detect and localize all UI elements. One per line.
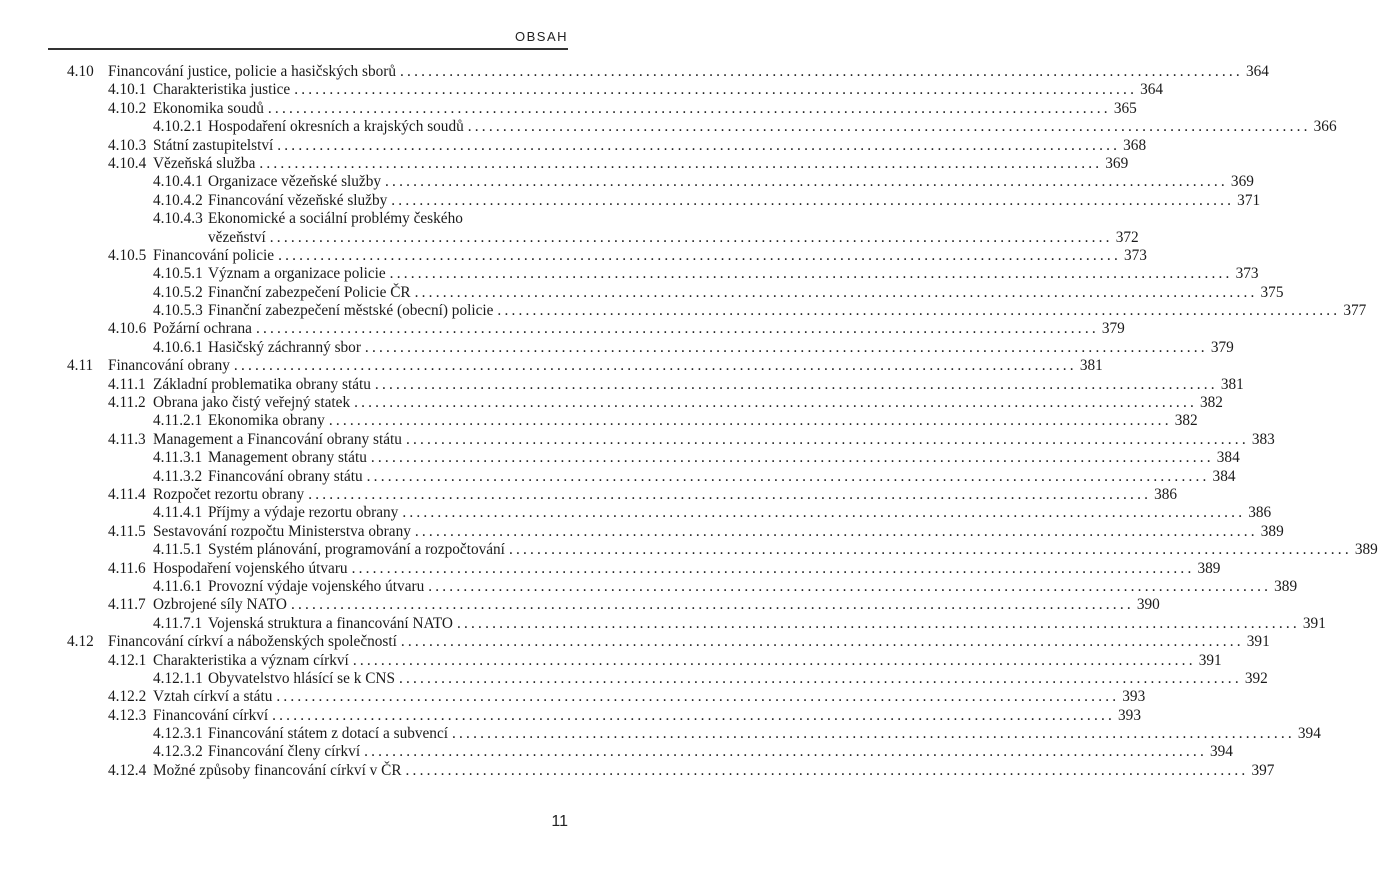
dot-leader: ........................................................................................................................ — [402, 504, 1246, 522]
dot-leader: ........................................................................................................................ — [391, 191, 1235, 209]
section-number: 4.12 — [67, 633, 94, 651]
dot-leader: ........................................................................................................................ — [233, 357, 1077, 375]
section-title: Financování členy církví — [208, 743, 361, 761]
section-title: Ozbrojené síly NATO — [153, 596, 287, 614]
section-title: Požární ochrana — [153, 320, 252, 338]
section-number: 4.11.7.1 — [153, 614, 203, 632]
entry-line — [153, 154, 1129, 173]
toc-entry[interactable] — [0, 320, 1125, 338]
toc-entry[interactable] — [0, 302, 1367, 320]
section-number: 4.10.6.1 — [153, 338, 203, 356]
entry-line — [208, 191, 1261, 210]
section-number: 4.10.1 — [108, 81, 147, 99]
section-title: Obyvatelstvo hlásící se k CNS — [208, 669, 395, 687]
page-ref: 389 — [1354, 541, 1378, 559]
page-ref: 383 — [1251, 430, 1275, 448]
dot-leader: ........................................................................................................................ — [366, 467, 1210, 485]
toc-entry[interactable] — [0, 394, 1223, 412]
dot-leader: ........................................................................................................................ — [277, 136, 1121, 154]
toc-entry[interactable] — [0, 283, 1284, 302]
entry-line — [208, 577, 1298, 596]
section-title: Financování obrany — [108, 357, 230, 375]
section-title: Hospodaření vojenského útvaru — [153, 559, 348, 577]
toc-entry[interactable] — [0, 596, 1160, 614]
toc-entry[interactable] — [0, 522, 1284, 541]
toc-entry[interactable] — [0, 210, 600, 228]
entry-line — [108, 633, 1270, 651]
section-title: Rozpočet rezortu obrany — [153, 485, 305, 503]
entry-line — [153, 559, 1221, 578]
toc-entry[interactable] — [0, 725, 1321, 743]
section-title: Financování církví — [153, 706, 269, 724]
section-number: 4.10.4 — [108, 154, 147, 172]
toc-entry[interactable] — [0, 633, 1270, 651]
toc-entry[interactable] — [0, 412, 1198, 430]
section-number: 4.11 — [67, 357, 94, 375]
toc-entry[interactable] — [0, 577, 1298, 596]
page-ref: 364 — [1245, 63, 1269, 80]
toc-entry[interactable] — [0, 99, 1137, 118]
entry-line — [208, 265, 1259, 283]
entry-line — [208, 614, 1326, 633]
entry-line — [208, 449, 1240, 467]
page-ref: 390 — [1136, 596, 1160, 614]
page-ref: 384 — [1216, 449, 1240, 467]
dot-leader: ........................................................................................................................ — [354, 394, 1197, 412]
section-number: 4.12.2 — [108, 688, 147, 706]
section-number: 4.10.4.3 — [153, 210, 203, 228]
toc-entry[interactable] — [0, 761, 1275, 780]
section-number: 4.11.2.1 — [153, 412, 203, 430]
dot-leader: ........................................................................................................................ — [269, 228, 1113, 246]
dot-leader: ........................................................................................................................ — [428, 577, 1272, 595]
dot-leader: ........................................................................................................................ — [276, 688, 1120, 706]
dot-leader: ........................................................................................................................ — [272, 706, 1116, 724]
entry-line — [208, 669, 1268, 688]
section-title: Možné způsoby financování církví v ČR — [153, 761, 402, 779]
entry-line — [153, 320, 1125, 338]
section-title: Financování státem z dotací a subvencí — [208, 725, 448, 743]
dot-leader: ........................................................................................................................ — [374, 375, 1218, 393]
section-title: Příjmy a výdaje rezortu obrany — [208, 504, 399, 522]
dot-leader: ........................................................................................................................ — [294, 81, 1138, 99]
page-ref: 379 — [1101, 320, 1125, 338]
page-ref: 389 — [1260, 522, 1284, 540]
section-number: 4.10.4.1 — [153, 173, 203, 191]
dot-leader: ........................................................................................................................ — [364, 338, 1208, 356]
toc-entry[interactable] — [0, 357, 1103, 375]
section-title: Obrana jako čistý veřejný statek — [153, 394, 351, 412]
toc-entry[interactable] — [0, 375, 1244, 394]
section-number: 4.12.3.2 — [153, 743, 203, 761]
entry-line — [108, 63, 1269, 81]
dot-leader: ........................................................................................................................ — [405, 430, 1249, 448]
entry-line — [153, 651, 1222, 670]
section-title: Financování policie — [153, 246, 275, 264]
entry-line — [153, 136, 1147, 155]
dot-leader: ........................................................................................................................ — [452, 725, 1295, 743]
page-ref: 397 — [1251, 761, 1275, 779]
page-ref: 366 — [1313, 118, 1337, 136]
entry-line — [208, 302, 1367, 320]
page-ref: 382 — [1200, 394, 1223, 412]
section-title: Význam a organizace policie — [208, 265, 386, 283]
entry-line — [208, 725, 1321, 743]
dot-leader: ........................................................................................................................ — [414, 522, 1258, 540]
section-title: Vězeňská služba — [153, 154, 256, 172]
section-title: Finanční zabezpečení městské (obecní) policie — [208, 302, 494, 320]
dot-leader: ........................................................................................................................ — [405, 761, 1249, 779]
running-header: OBSAH — [514, 29, 568, 44]
section-title: Management obrany státu — [208, 449, 367, 467]
page-ref: 382 — [1174, 412, 1198, 430]
section-number: 4.10.2 — [108, 99, 147, 117]
toc-entry[interactable] — [0, 191, 1261, 210]
section-number: 4.11.4 — [108, 485, 146, 503]
entry-line — [208, 338, 1234, 357]
section-title: Charakteristika justice — [153, 81, 291, 99]
section-number: 4.10.3 — [108, 136, 147, 154]
toc-entry[interactable] — [0, 449, 1240, 467]
section-title: Provozní výdaje vojenského útvaru — [208, 577, 425, 595]
entry-line — [153, 99, 1137, 118]
entry-line — [208, 467, 1236, 486]
toc-entry[interactable] — [0, 154, 1129, 173]
section-number: 4.11.5.1 — [153, 541, 203, 559]
entry-line — [153, 81, 1164, 99]
toc-entry[interactable] — [0, 246, 1147, 265]
section-title: Financování církví a náboženských společností — [108, 633, 397, 651]
section-title: Systém plánování, programování a rozpočtování — [208, 541, 505, 559]
section-number: 4.10 — [67, 63, 94, 80]
entry-line — [153, 688, 1146, 706]
page-ref: 384 — [1212, 467, 1236, 485]
page-ref: 391 — [1302, 614, 1326, 632]
toc-entry[interactable] — [0, 63, 1269, 81]
toc-entry[interactable] — [0, 688, 1146, 706]
section-number: 4.11.3.1 — [153, 449, 203, 467]
dot-leader: ........................................................................................................................ — [389, 265, 1233, 283]
section-number: 4.10.5.3 — [153, 302, 203, 320]
page-ref: 386 — [1154, 485, 1178, 503]
section-number: 4.12.1 — [108, 651, 147, 669]
page-ref: 394 — [1297, 725, 1321, 743]
toc-entry[interactable] — [0, 504, 1272, 522]
entry-line — [208, 228, 1139, 247]
page-ref: 391 — [1198, 651, 1222, 669]
page-ref: 368 — [1123, 136, 1147, 154]
section-title: Vztah církví a státu — [153, 688, 273, 706]
page-ref: 375 — [1260, 283, 1284, 301]
page-ref: 377 — [1343, 302, 1367, 320]
dot-leader: ........................................................................................................................ — [400, 633, 1244, 651]
toc-entry-continuation — [0, 228, 1139, 247]
page-ref: 394 — [1209, 743, 1233, 761]
page-ref: 372 — [1115, 228, 1139, 246]
page-ref: 381 — [1079, 357, 1103, 375]
dot-leader: ........................................................................................................................ — [385, 173, 1228, 191]
entry-line — [208, 504, 1272, 522]
entry-line — [208, 210, 568, 228]
dot-leader: ........................................................................................................................ — [456, 614, 1300, 632]
dot-leader: ........................................................................................................................ — [255, 320, 1099, 338]
dot-leader: ........................................................................................................................ — [351, 559, 1195, 577]
page-ref: 364 — [1140, 81, 1164, 99]
page-ref: 369 — [1105, 154, 1129, 172]
section-title: Vojenská struktura a financování NATO — [208, 614, 453, 632]
section-number: 4.11.6.1 — [153, 577, 203, 595]
section-number: 4.10.6 — [108, 320, 147, 338]
toc-entry[interactable] — [0, 485, 1178, 504]
page-ref: 371 — [1237, 191, 1261, 209]
toc-entry[interactable] — [0, 559, 1221, 578]
section-title: Charakteristika a význam církví — [153, 651, 349, 669]
section-number: 4.10.4.2 — [153, 191, 203, 209]
dot-leader: ........................................................................................................................ — [278, 246, 1121, 264]
entry-line — [208, 412, 1198, 430]
section-title: Hasičský záchranný sbor — [208, 338, 361, 356]
entry-line — [208, 283, 1284, 302]
dot-leader: ........................................................................................................................ — [370, 449, 1214, 467]
dot-leader: ........................................................................................................................ — [414, 283, 1258, 301]
dot-leader: ........................................................................................................................ — [267, 99, 1111, 117]
section-title: Ekonomika obrany — [208, 412, 325, 430]
section-number: 4.12.1.1 — [153, 669, 203, 687]
page-ref: 373 — [1123, 246, 1147, 264]
section-number: 4.12.3 — [108, 706, 147, 724]
toc-entry[interactable] — [0, 81, 1164, 99]
section-number: 4.11.5 — [108, 522, 146, 540]
toc-entry[interactable] — [0, 651, 1222, 670]
section-number: 4.10.2.1 — [153, 118, 203, 136]
toc-entry[interactable] — [0, 541, 1378, 559]
entry-line — [208, 118, 1337, 136]
section-number: 4.10.5.1 — [153, 265, 203, 283]
page-ref: 389 — [1274, 577, 1298, 595]
dot-leader: ........................................................................................................................ — [308, 485, 1152, 503]
entry-line — [153, 522, 1284, 541]
section-number: 4.10.5.2 — [153, 283, 203, 301]
dot-leader: ........................................................................................................................ — [328, 412, 1172, 430]
page-ref: 373 — [1235, 265, 1259, 283]
entry-line — [208, 541, 1378, 559]
toc-entry[interactable] — [0, 118, 1337, 136]
section-title: Organizace vězeňské služby — [208, 173, 382, 191]
section-number: 4.12.3.1 — [153, 725, 203, 743]
page-ref: 391 — [1246, 633, 1270, 651]
section-number: 4.11.4.1 — [153, 504, 203, 522]
dot-leader: ........................................................................................................................ — [467, 118, 1311, 136]
section-number: 4.10.5 — [108, 246, 147, 264]
section-title: Finanční zabezpečení Policie ČR — [208, 283, 411, 301]
toc-entry[interactable] — [0, 338, 1234, 357]
section-title: Státní zastupitelství — [153, 136, 274, 154]
entry-line — [208, 743, 1233, 761]
toc-entry[interactable] — [0, 706, 1141, 725]
entry-line — [153, 375, 1244, 394]
header-rule — [48, 48, 568, 50]
entry-line — [208, 173, 1254, 191]
section-number: 4.12.4 — [108, 761, 147, 779]
page-ref: 379 — [1210, 338, 1234, 356]
section-title: Financování justice, policie a hasičských sborů — [108, 63, 397, 80]
entry-line — [108, 357, 1103, 375]
toc-entry[interactable] — [0, 173, 1254, 191]
dot-leader: ........................................................................................................................ — [497, 302, 1341, 320]
dot-leader: ........................................................................................................................ — [508, 541, 1352, 559]
toc-entry[interactable] — [0, 669, 1268, 688]
entry-line — [153, 485, 1178, 504]
toc-entry[interactable] — [0, 430, 1275, 449]
section-title: Ekonomika soudů — [153, 99, 264, 117]
toc-entry[interactable] — [0, 136, 1147, 155]
table-of-contents — [0, 63, 1378, 780]
section-title: Ekonomické a sociální problémy českého — [208, 210, 463, 228]
section-number: 4.11.7 — [108, 596, 146, 614]
section-title: Sestavování rozpočtu Ministerstva obrany — [153, 522, 411, 540]
section-title: Financování vězeňské služby — [208, 191, 388, 209]
entry-line — [153, 706, 1141, 725]
section-title: Financování obrany státu — [208, 467, 363, 485]
entry-line — [153, 596, 1160, 614]
dot-leader: ........................................................................................................................ — [259, 154, 1103, 172]
section-title: Management a Financování obrany státu — [153, 430, 402, 448]
section-number: 4.11.3.2 — [153, 467, 203, 485]
entry-line — [153, 394, 1223, 412]
section-number: 4.11.3 — [108, 430, 146, 448]
entry-line — [153, 430, 1275, 449]
page-ref: 381 — [1220, 375, 1244, 393]
page-ref: 393 — [1122, 688, 1146, 706]
dot-leader: ........................................................................................................................ — [352, 651, 1196, 669]
entry-line — [153, 761, 1275, 780]
toc-entry[interactable] — [0, 743, 1233, 761]
page-ref: 386 — [1248, 504, 1272, 522]
dot-leader: ........................................................................................................................ — [400, 63, 1243, 80]
dot-leader: ........................................................................................................................ — [398, 669, 1242, 687]
entry-line — [153, 246, 1147, 265]
page-ref: 389 — [1197, 559, 1221, 577]
page-ref: 369 — [1230, 173, 1254, 191]
section-title-continued: vězeňství — [208, 228, 266, 246]
section-title: Hospodaření okresních a krajských soudů — [208, 118, 464, 136]
toc-entry[interactable] — [0, 614, 1326, 633]
page-ref: 393 — [1118, 706, 1141, 724]
toc-entry[interactable] — [0, 265, 1259, 283]
section-number: 4.11.2 — [108, 394, 146, 412]
dot-leader: ........................................................................................................................ — [290, 596, 1134, 614]
section-number: 4.11.6 — [108, 559, 146, 577]
dot-leader: ........................................................................................................................ — [364, 743, 1207, 761]
page-number: 11 — [551, 813, 568, 830]
page-ref: 392 — [1244, 669, 1268, 687]
page-ref: 365 — [1113, 99, 1137, 117]
section-title: Základní problematika obrany státu — [153, 375, 371, 393]
section-number: 4.11.1 — [108, 375, 146, 393]
toc-entry[interactable] — [0, 467, 1236, 486]
